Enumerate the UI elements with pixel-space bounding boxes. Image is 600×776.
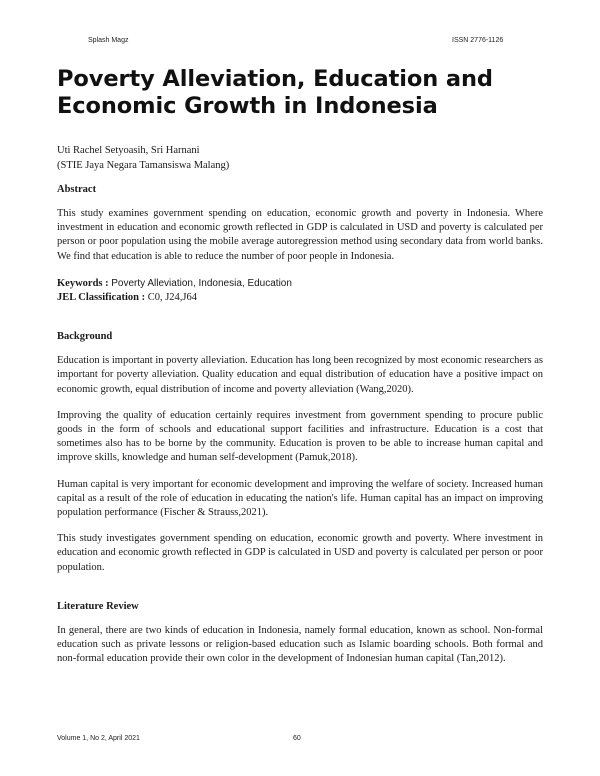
jel-value: C0, J24,J64 [147,292,198,304]
background-heading: Background [57,331,113,343]
article-body [57,66,543,666]
title-line-1: Poverty Alleviation, Education and [57,66,493,92]
keywords-block [57,277,543,305]
journal-name: Splash Magz [88,37,129,44]
background-paragraph: Education is important in poverty alleviation. Education has long been recognized by most economic researchers as important for poverty alleviation. Quality education and equal distribution of education have a positive impact on economic growth, equal distribution of income and poverty alleviation (Wang,2020). [57,355,543,395]
keywords-value: Poverty Alleviation, Indonesia, Education [111,277,292,289]
title-line-2: Economic Growth in Indonesia [57,93,438,119]
jel-label: JEL Classification : [57,292,148,304]
page-number: 60 [293,735,301,742]
author-block [57,143,543,173]
issn-label: ISSN 2776-1126 [452,37,504,44]
literature-review-heading: Literature Review [57,600,139,612]
background-paragraph: Human capital is very important for economic development and improving the welfare of society. Increased human capital as a result of the role of education in educating the nation's life. Human capital has an impact on improving population performance (Fischer & Strauss,2021). [57,478,543,519]
background-paragraph: This study investigates government spending on education, economic growth and poverty. Where investment in education and economic growth reflected in GDP is calculated in USD and poverty is calculated per person or poor population. [57,533,543,573]
abstract-text: This study examines government spending on education, economic growth and poverty in Indonesia. Where investment in education and economic growth reflected in GDP is calculated in USD and poverty is calculated per person or poor population using the mobile average autoregression method using secondary data from world banks. We find that education is able to reduce the number of poor people in Indonesia. [57,208,543,262]
literature-paragraph: In general, there are two kinds of education in Indonesia, namely formal education, known as school. Non-formal education such as private lessons or religion-based education such as Islamic boarding schools. Both formal and non-formal education provide their own color in the development of Indonesian human capital (Tan,2012). [57,624,543,665]
article-title [57,66,543,120]
author-affiliation: (STIE Jaya Negara Tamansiswa Malang) [57,160,230,171]
footer-volume: Volume 1, No 2, April 2021 [57,735,140,742]
keywords-label: Keywords : [57,277,112,289]
keywords-line [57,277,543,291]
background-paragraph: Improving the quality of education certainly requires investment from government spending to procure public goods in the form of schools and educational support facilities and infrastructure. Education is a cost that sometimes also has to be borne by the community. Education is proven to be able to increase human capital and improve skills, knowledge and human self-development (Pamuk,2018). [57,409,543,464]
jel-line [57,291,543,305]
abstract-heading: Abstract [57,184,97,195]
author-names: Uti Rachel Setyoasih, Sri Harnani [57,145,200,156]
